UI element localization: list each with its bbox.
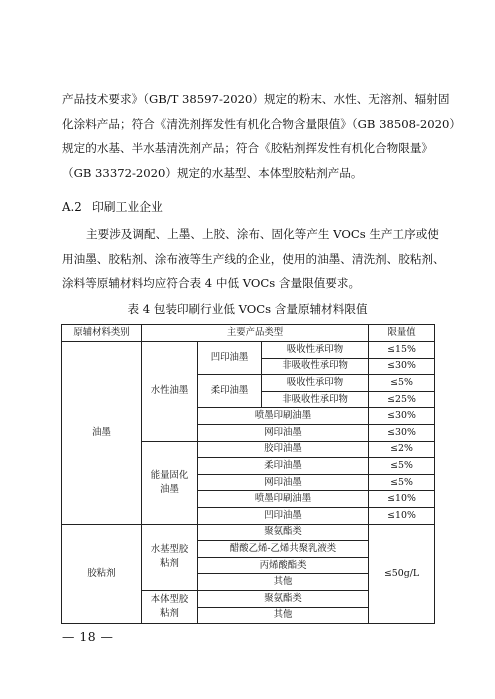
intro-line-1: 产品技术要求》（GB/T 38597-2020）规定的粉末、水性、无溶剂、辐射固 — [62, 92, 450, 106]
limit-value: ≤15% — [369, 342, 435, 359]
limit-value: ≤5% — [369, 458, 435, 475]
product-type: 其他 — [198, 574, 369, 591]
product-type: 醋酸乙烯-乙烯共聚乳液类 — [198, 541, 369, 558]
section-heading — [62, 198, 163, 215]
limit-value: ≤30% — [369, 424, 435, 441]
water-adhesive-label-line-1: 水基型胶 — [150, 544, 189, 556]
table-caption: 表 4 包装印刷行业低 VOCs 含量原辅材料限值 — [127, 302, 368, 316]
limit-value: ≤5% — [369, 474, 435, 491]
page-number: — 18 — — [62, 629, 114, 644]
substrate-non-absorbent: 非吸收性承印物 — [262, 391, 369, 408]
limit-value: ≤5% — [369, 375, 435, 392]
ink-water-based: 水性油墨 — [142, 342, 198, 442]
product-type: 喷墨印刷油墨 — [198, 491, 369, 508]
product-type: 聚氨酯类 — [198, 524, 369, 541]
section-line-1: 主要涉及调配、上墨、上胶、涂布、固化等产生 VOCs 生产工序或使 — [86, 227, 439, 241]
limit-value: ≤30% — [369, 408, 435, 425]
inkjet-ink: 喷墨印刷油墨 — [198, 408, 369, 425]
section-line-2: 用油墨、胶粘剂、涂布液等生产线的企业，使用的油墨、清洗剂、胶粘剂、 — [62, 251, 445, 266]
energy-cured-label-line-2: 油墨 — [160, 483, 179, 495]
section-number: A.2 — [62, 200, 82, 214]
product-type: 网印油墨 — [198, 474, 369, 491]
flexo-ink: 柔印油墨 — [198, 375, 262, 408]
category-ink: 油墨 — [62, 342, 142, 525]
limit-value: ≤10% — [369, 507, 435, 524]
intro-line-3: 规定的水基、半水基清洗剂产品；符合《胶粘剂挥发性有机化合物限量》 — [62, 141, 434, 155]
table-row — [62, 524, 435, 541]
category-adhesive: 胶粘剂 — [62, 524, 142, 624]
product-type: 丙烯酸酯类 — [198, 557, 369, 574]
product-type: 聚氨酯类 — [198, 590, 369, 607]
substrate-non-absorbent: 非吸收性承印物 — [262, 358, 369, 375]
adhesive-limit-value: ≤50g/L — [369, 524, 435, 624]
limit-value: ≤30% — [369, 358, 435, 375]
water-adhesive-label-line-2: 粘剂 — [160, 558, 179, 570]
voc-limits-table — [61, 324, 435, 624]
table-row — [62, 342, 435, 359]
limit-value: ≤25% — [369, 391, 435, 408]
energy-cured-label-line-1: 能量固化 — [150, 469, 189, 481]
adhesive-body-type — [142, 590, 198, 623]
body-adhesive-label-line-2: 粘剂 — [160, 608, 179, 619]
section-title: 印刷工业企业 — [92, 200, 163, 214]
intro-paragraph — [62, 87, 462, 185]
gravure-ink: 凹印油墨 — [198, 342, 262, 375]
substrate-absorbent: 吸收性承印物 — [262, 342, 369, 359]
substrate-absorbent: 吸收性承印物 — [262, 375, 369, 392]
intro-line-4: （GB 33372-2020）规定的水基型、本体型胶粘剂产品。 — [62, 165, 363, 180]
intro-line-2: 化涂料产品；符合《清洗剂挥发性有机化合物含量限值》（GB 38508-2020） — [62, 116, 462, 131]
section-paragraph — [62, 222, 445, 296]
screen-ink: 网印油墨 — [198, 424, 369, 441]
product-type: 胶印油墨 — [198, 441, 369, 458]
product-type: 柔印油墨 — [198, 458, 369, 475]
table-header-row — [62, 325, 435, 342]
section-line-3: 涂料等原辅材料均应符合表 4 中低 VOCs 含量限值要求。 — [62, 276, 361, 290]
body-adhesive-label-line-1: 本体型胶 — [150, 594, 189, 605]
adhesive-water-based — [142, 524, 198, 590]
limit-value: ≤10% — [369, 491, 435, 508]
header-limit: 限量值 — [369, 325, 435, 342]
header-category: 原辅材料类别 — [62, 325, 142, 342]
header-product-type: 主要产品类型 — [142, 325, 369, 342]
product-type: 凹印油墨 — [198, 507, 369, 524]
limit-value: ≤2% — [369, 441, 435, 458]
product-type: 其他 — [198, 607, 369, 624]
ink-energy-cured — [142, 441, 198, 524]
